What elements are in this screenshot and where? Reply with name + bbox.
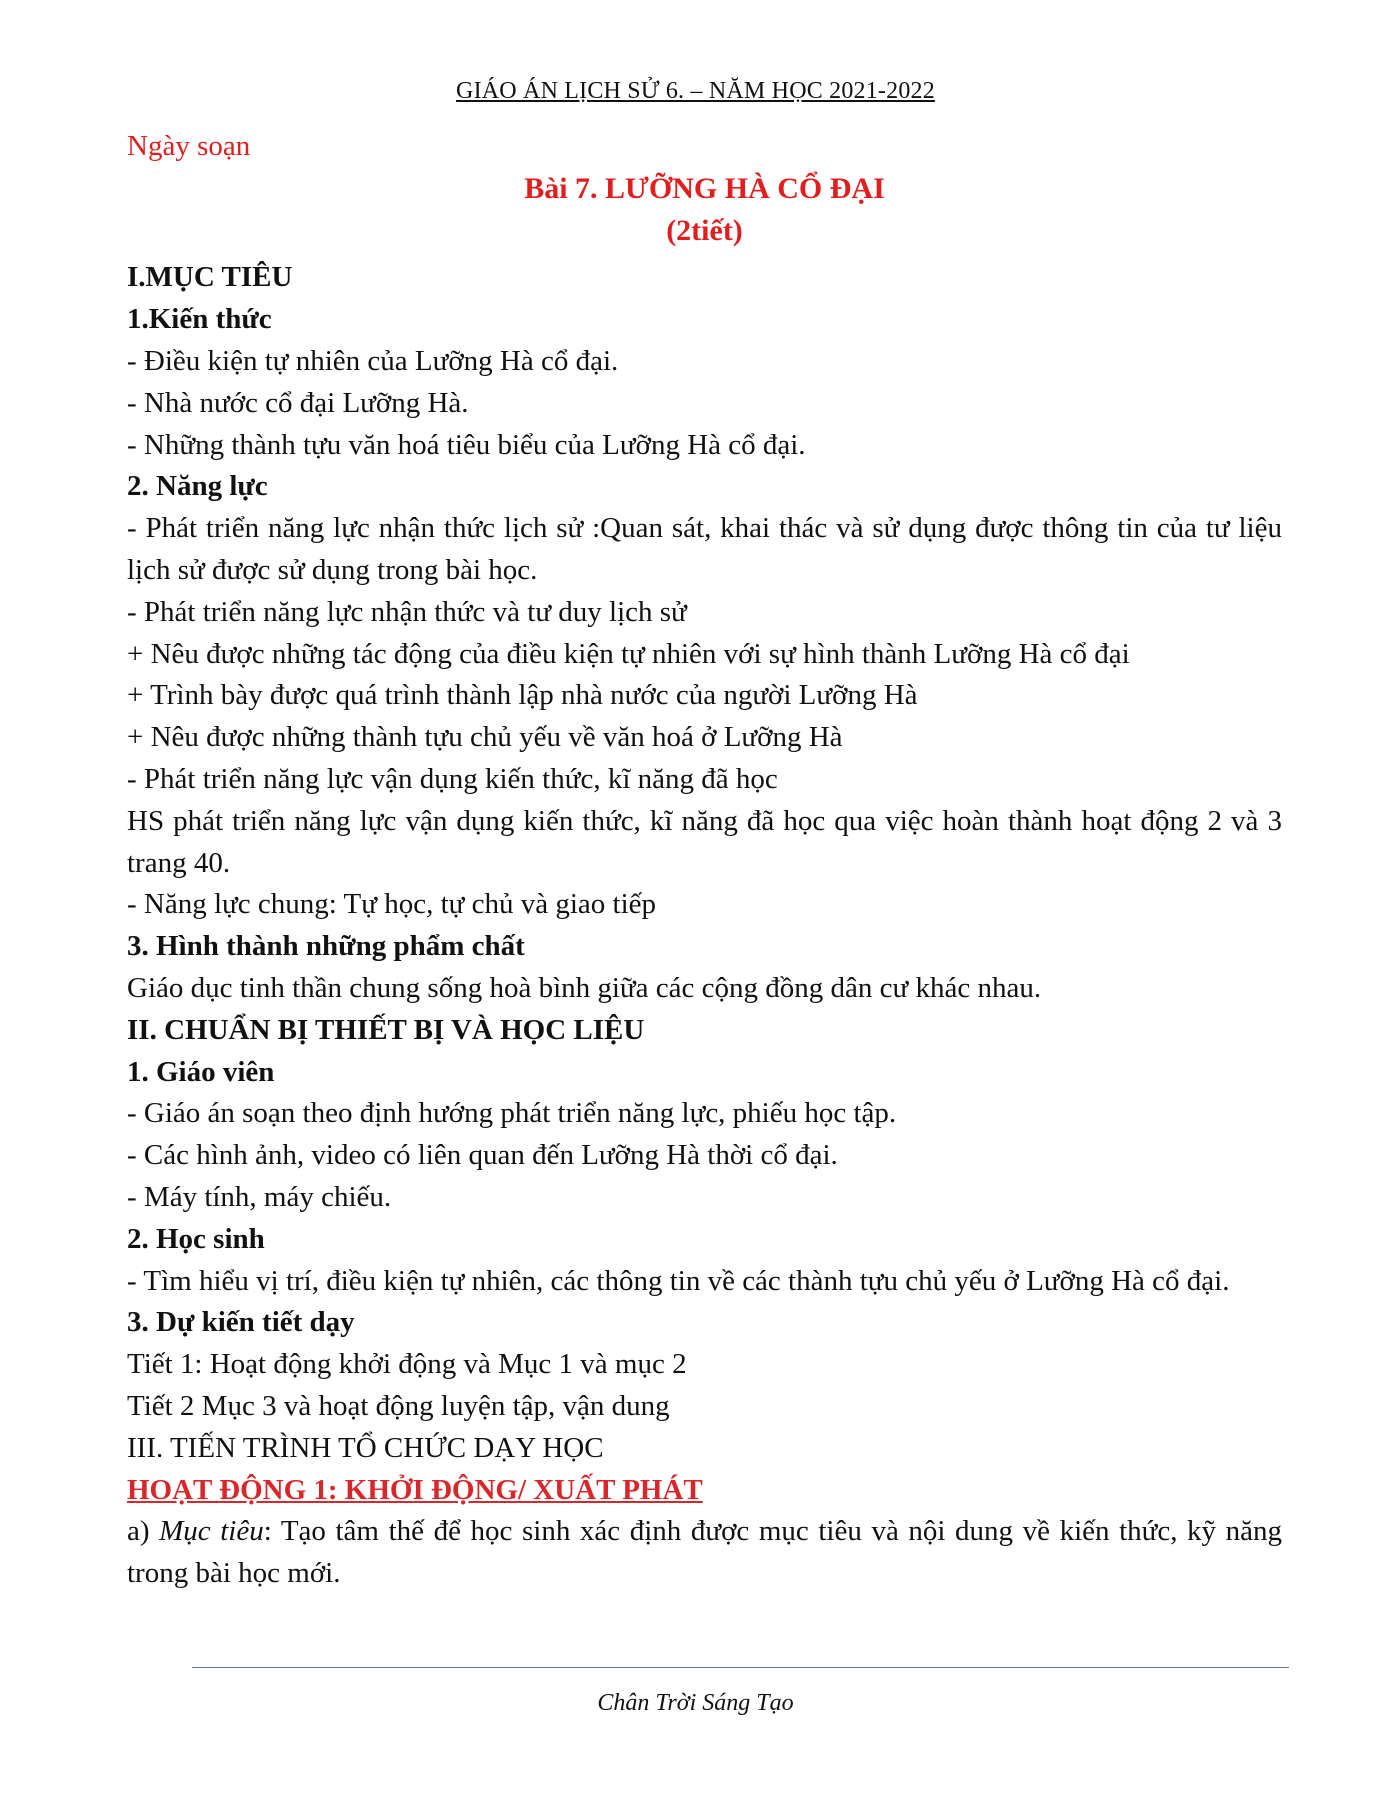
footer-text: Chân Trời Sáng Tạo — [597, 1690, 794, 1716]
list-item: + Nêu được những thành tựu chủ yếu về văn hoá ở Lưỡng Hà — [127, 721, 843, 754]
footer-divider — [192, 1667, 1289, 1668]
list-item: - Phát triển năng lực nhận thức và tư duy lịch sử — [127, 595, 687, 628]
list-item: - Phát triển năng lực vận dụng kiến thức, kĩ năng đã học — [127, 762, 778, 795]
section-heading-objectives: I.MỤC TIÊU — [127, 261, 293, 294]
list-item: - Giáo án soạn theo định hướng phát triển năng lực, phiếu học tập. — [127, 1097, 897, 1130]
subheading-competence: 2. Năng lực — [127, 470, 268, 503]
list-item: - Các hình ảnh, video có liên quan đến Lưỡng Hà thời cổ đại. — [127, 1139, 838, 1172]
section-heading-preparation: II. CHUẨN BỊ THIẾT BỊ VÀ HỌC LIỆU — [127, 1013, 645, 1046]
list-item: - Phát triển năng lực nhận thức lịch sử :Quan sát, khai thác và sử dụng được thông tin của tư liệu lịch sử được sử dụng trong bài học. — [127, 512, 1282, 586]
objective-label: Mục tiêu — [159, 1515, 264, 1548]
objective-text: : Tạo tâm thế để học sinh xác định được mục tiêu và nội dung về kiến thức, kỹ năng trong bài học mới. — [127, 1515, 1283, 1590]
list-item: HS phát triển năng lực vận dụng kiến thức, kĩ năng đã học qua việc hoàn thành hoạt động 2 và 3 trang 40. — [127, 804, 1282, 879]
list-item: + Trình bày được quá trình thành lập nhà nước của người Lưỡng Hà — [127, 679, 918, 712]
objective-prefix: a) — [127, 1515, 160, 1548]
subheading-knowledge: 1.Kiến thức — [127, 303, 272, 336]
subheading-teacher: 1. Giáo viên — [127, 1055, 275, 1088]
list-item: - Nhà nước cổ đại Lưỡng Hà. — [127, 386, 469, 419]
list-item: - Năng lực chung: Tự học, tự chủ và giao tiếp — [127, 888, 657, 921]
page-header: GIÁO ÁN LỊCH SỬ 6. – NĂM HỌC 2021-2022 — [456, 78, 935, 104]
list-item: Tiết 1: Hoạt động khởi động và Mục 1 và mục 2 — [127, 1348, 687, 1381]
document-body — [127, 126, 1282, 1595]
list-item: Giáo dục tinh thần chung sống hoà bình giữa các cộng đồng dân cư khác nhau. — [127, 971, 1042, 1004]
subheading-qualities: 3. Hình thành những phẩm chất — [127, 930, 525, 963]
activity-objective — [127, 1511, 1282, 1595]
list-item: + Nêu được những tác động của điều kiện tự nhiên với sự hình thành Lưỡng Hà cổ đại — [127, 637, 1130, 670]
list-item: - Những thành tựu văn hoá tiêu biểu của Lưỡng Hà cổ đại. — [127, 428, 806, 461]
lesson-periods: (2tiết) — [666, 213, 743, 247]
list-item: - Tìm hiểu vị trí, điều kiện tự nhiên, các thông tin về các thành tựu chủ yếu ở Lưỡng Hà cổ đại. — [127, 1264, 1230, 1297]
list-item: - Điều kiện tự nhiên của Lưỡng Hà cổ đại. — [127, 344, 619, 377]
subheading-student: 2. Học sinh — [127, 1222, 265, 1255]
lesson-title: Bài 7. LƯỠNG HÀ CỔ ĐẠI — [524, 171, 885, 205]
subheading-schedule: 3. Dự kiến tiết dạy — [127, 1306, 355, 1339]
section-heading-process: III. TIẾN TRÌNH TỔ CHỨC DẠY HỌC — [127, 1431, 604, 1464]
list-item: Tiết 2 Mục 3 và hoạt động luyện tập, vận dung — [127, 1389, 670, 1422]
date-label: Ngày soạn — [127, 130, 251, 162]
activity-heading: HOẠT ĐỘNG 1: KHỞI ĐỘNG/ XUẤT PHÁT — [127, 1473, 703, 1506]
list-item: - Máy tính, máy chiếu. — [127, 1180, 392, 1213]
